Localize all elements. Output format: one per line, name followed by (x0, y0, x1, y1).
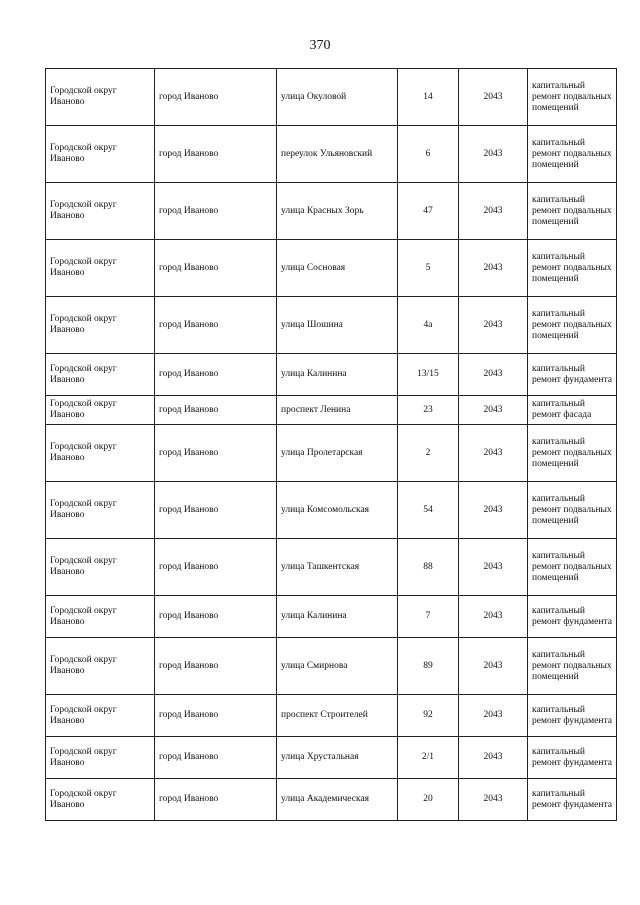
district-cell: Городской округ Иваново (46, 183, 155, 240)
year-cell: 2043 (459, 596, 528, 638)
house-number-cell: 2 (398, 425, 459, 482)
house-number-cell: 13/15 (398, 354, 459, 396)
work-type-cell: капитальный ремонт подвальных помещений (528, 539, 617, 596)
work-type-cell: капитальный ремонт подвальных помещений (528, 69, 617, 126)
table-row (46, 183, 617, 240)
work-type-cell: капитальный ремонт подвальных помещений (528, 638, 617, 695)
street-cell: улица Пролетарская (277, 425, 398, 482)
house-number-cell: 89 (398, 638, 459, 695)
city-cell: город Иваново (155, 425, 277, 482)
table-row (46, 240, 617, 297)
year-cell: 2043 (459, 425, 528, 482)
street-cell: улица Академическая (277, 779, 398, 821)
district-cell: Городской округ Иваново (46, 69, 155, 126)
year-cell: 2043 (459, 779, 528, 821)
work-type-cell: капитальный ремонт фундамента (528, 354, 617, 396)
house-number-cell: 5 (398, 240, 459, 297)
district-cell: Городской округ Иваново (46, 396, 155, 425)
street-cell: переулок Ульяновский (277, 126, 398, 183)
district-cell: Городской округ Иваново (46, 425, 155, 482)
table-row (46, 695, 617, 737)
house-number-cell: 23 (398, 396, 459, 425)
table-row (46, 539, 617, 596)
work-type-cell: капитальный ремонт подвальных помещений (528, 126, 617, 183)
city-cell: город Иваново (155, 297, 277, 354)
year-cell: 2043 (459, 737, 528, 779)
city-cell: город Иваново (155, 354, 277, 396)
district-cell: Городской округ Иваново (46, 596, 155, 638)
work-type-cell: капитальный ремонт подвальных помещений (528, 482, 617, 539)
year-cell: 2043 (459, 695, 528, 737)
work-type-cell: капитальный ремонт подвальных помещений (528, 297, 617, 354)
street-cell: улица Хрустальная (277, 737, 398, 779)
work-type-cell: капитальный ремонт подвальных помещений (528, 183, 617, 240)
city-cell: город Иваново (155, 240, 277, 297)
district-cell: Городской округ Иваново (46, 482, 155, 539)
table-row (46, 482, 617, 539)
street-cell: улица Калинина (277, 596, 398, 638)
district-cell: Городской округ Иваново (46, 354, 155, 396)
work-type-cell: капитальный ремонт фасада (528, 396, 617, 425)
street-cell: улица Сосновая (277, 240, 398, 297)
year-cell: 2043 (459, 638, 528, 695)
district-cell: Городской округ Иваново (46, 737, 155, 779)
work-type-cell: капитальный ремонт фундамента (528, 596, 617, 638)
year-cell: 2043 (459, 69, 528, 126)
year-cell: 2043 (459, 482, 528, 539)
city-cell: город Иваново (155, 596, 277, 638)
house-number-cell: 88 (398, 539, 459, 596)
work-type-cell: капитальный ремонт фундамента (528, 779, 617, 821)
city-cell: город Иваново (155, 396, 277, 425)
year-cell: 2043 (459, 183, 528, 240)
house-number-cell: 54 (398, 482, 459, 539)
table-row (46, 69, 617, 126)
street-cell: улица Калинина (277, 354, 398, 396)
street-cell: улица Комсомольская (277, 482, 398, 539)
city-cell: город Иваново (155, 737, 277, 779)
table-row (46, 638, 617, 695)
year-cell: 2043 (459, 354, 528, 396)
street-cell: улица Красных Зорь (277, 183, 398, 240)
year-cell: 2043 (459, 240, 528, 297)
table-row (46, 126, 617, 183)
year-cell: 2043 (459, 297, 528, 354)
district-cell: Городской округ Иваново (46, 240, 155, 297)
house-number-cell: 2/1 (398, 737, 459, 779)
street-cell: проспект Строителей (277, 695, 398, 737)
house-number-cell: 20 (398, 779, 459, 821)
street-cell: проспект Ленина (277, 396, 398, 425)
year-cell: 2043 (459, 539, 528, 596)
table-row (46, 779, 617, 821)
work-type-cell: капитальный ремонт фундамента (528, 737, 617, 779)
page-number: 370 (309, 38, 331, 53)
table-row (46, 354, 617, 396)
city-cell: город Иваново (155, 779, 277, 821)
city-cell: город Иваново (155, 695, 277, 737)
district-cell: Городской округ Иваново (46, 539, 155, 596)
table-row (46, 297, 617, 354)
city-cell: город Иваново (155, 69, 277, 126)
year-cell: 2043 (459, 126, 528, 183)
work-type-cell: капитальный ремонт подвальных помещений (528, 425, 617, 482)
city-cell: город Иваново (155, 126, 277, 183)
city-cell: город Иваново (155, 539, 277, 596)
street-cell: улица Ташкентская (277, 539, 398, 596)
house-number-cell: 14 (398, 69, 459, 126)
work-type-cell: капитальный ремонт фундамента (528, 695, 617, 737)
city-cell: город Иваново (155, 482, 277, 539)
house-number-cell: 7 (398, 596, 459, 638)
table-row (46, 425, 617, 482)
house-number-cell: 47 (398, 183, 459, 240)
district-cell: Городской округ Иваново (46, 779, 155, 821)
city-cell: город Иваново (155, 638, 277, 695)
house-number-cell: 92 (398, 695, 459, 737)
table-row (46, 737, 617, 779)
work-type-cell: капитальный ремонт подвальных помещений (528, 240, 617, 297)
street-cell: улица Шошина (277, 297, 398, 354)
house-number-cell: 4а (398, 297, 459, 354)
district-cell: Городской округ Иваново (46, 297, 155, 354)
repair-schedule-table (45, 68, 617, 821)
year-cell: 2043 (459, 396, 528, 425)
house-number-cell: 6 (398, 126, 459, 183)
table-row (46, 596, 617, 638)
district-cell: Городской округ Иваново (46, 695, 155, 737)
street-cell: улица Окуловой (277, 69, 398, 126)
city-cell: город Иваново (155, 183, 277, 240)
street-cell: улица Смирнова (277, 638, 398, 695)
table-row (46, 396, 617, 425)
district-cell: Городской округ Иваново (46, 126, 155, 183)
district-cell: Городской округ Иваново (46, 638, 155, 695)
